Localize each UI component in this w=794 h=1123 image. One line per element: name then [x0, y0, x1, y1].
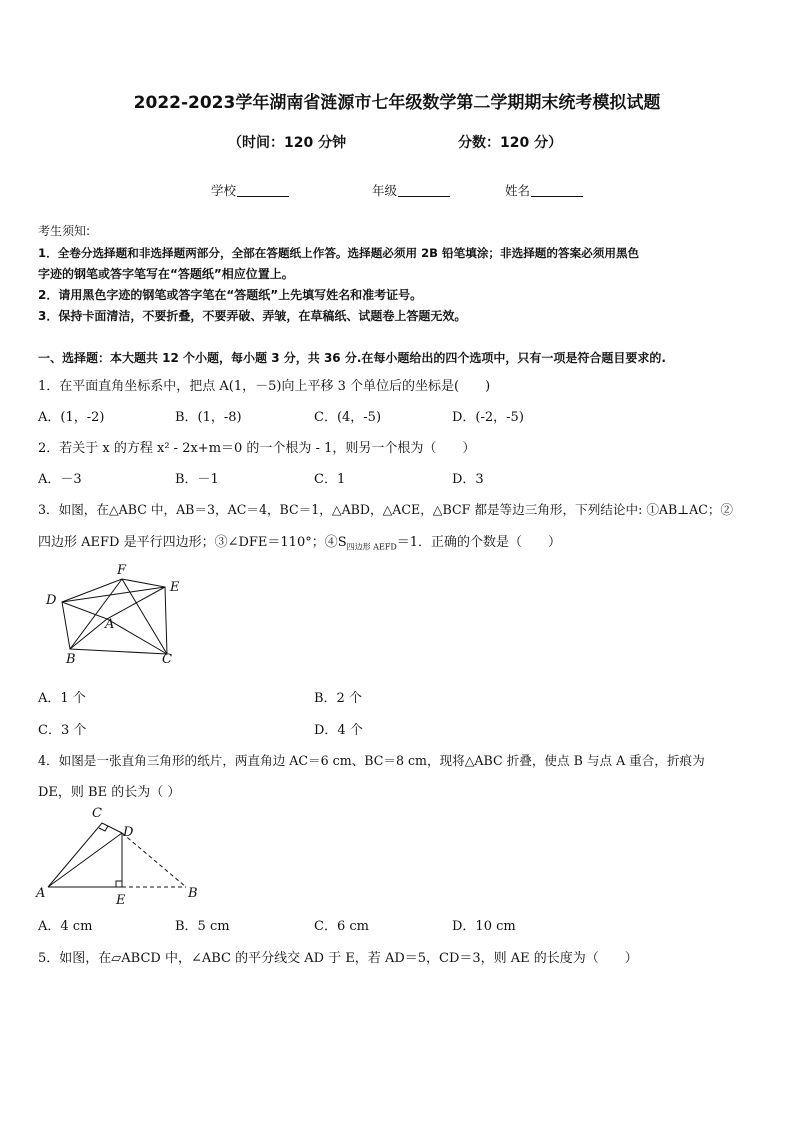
q3-segment-dae [62, 587, 165, 619]
q3-stem-line-1: 3．如图，在△ABC 中，AB＝3，AC＝4，BC＝1，△ABD，△ACE，△BCF 都是等边三角形，下列结论中: ①AB⊥AC；② [38, 502, 734, 517]
q3-option-a[interactable]: A．1 个 [38, 691, 86, 706]
q1-option-a[interactable]: A．(1，-2) [38, 410, 105, 425]
section-heading: 一、选择题：本大题共 12 个小题，每小题 3 分，共 36 分.在每小题给出的四个选项中，只有一项是符合题目要求的. [38, 351, 666, 365]
q3-stem-line-2 [38, 531, 561, 553]
q4-stem-line-2: DE，则 BE 的长为（ ） [38, 785, 181, 800]
q4-segment-ad [48, 833, 122, 887]
notice-line-1b: 字迹的钢笔或答字笔写在“答题纸”相应位置上。 [38, 267, 294, 281]
q3-label-b: B [66, 652, 76, 667]
q4-option-d[interactable]: D．10 cm [452, 919, 516, 934]
q4-option-b[interactable]: B．5 cm [175, 919, 230, 934]
q2-option-c[interactable]: C．1 [314, 472, 346, 487]
q1-option-d[interactable]: D．(-2，-5) [452, 410, 524, 425]
q1-option-c[interactable]: C．(4，-5) [314, 410, 382, 425]
q3-option-b[interactable]: B．2 个 [314, 691, 362, 706]
q1-option-b[interactable]: B．(1，-8) [175, 410, 242, 425]
q3-label-d: D [46, 593, 57, 608]
q2-option-d[interactable]: D．3 [452, 472, 484, 487]
grade-blank[interactable] [398, 184, 450, 197]
q2-option-a[interactable]: A．－3 [38, 472, 82, 487]
exam-title: 2022-2023学年湖南省涟源市七年级数学第二学期期末统考模拟试题 [133, 93, 661, 113]
q4-label-b: B [188, 886, 198, 901]
name-label: 姓名 [505, 183, 531, 198]
q2-option-b[interactable]: B．－1 [175, 472, 219, 487]
q1-stem: 1．在平面直角坐标系中，把点 A(1，－5)向上平移 3 个单位后的坐标是( ) [38, 379, 491, 394]
q4-stem-line-1: 4．如图是一张直角三角形的纸片，两直角边 AC＝6 cm、BC＝8 cm，现将△ABC 折叠，使点 B 与点 A 重合，折痕为 [38, 753, 705, 768]
q3-label-c: C [162, 652, 172, 667]
q3-label-e: E [170, 580, 180, 595]
q3-subscript: 四边形 AEFD [346, 542, 397, 552]
name-field[interactable] [505, 181, 583, 199]
exam-score: 分数：120 分） [458, 135, 563, 151]
q4-label-d: D [123, 825, 134, 840]
school-label: 学校 [211, 183, 237, 198]
grade-label: 年级 [372, 183, 398, 198]
q4-right-angle-e [116, 881, 122, 887]
q3-label-f: F [117, 563, 127, 578]
notice-heading: 考生须知: [38, 224, 91, 238]
notice-line-1a: 1．全卷分选择题和非选择题两部分，全部在答题纸上作答。选择题必须用 2B 铅笔填涂；非选择题的答案必须用黑色 [38, 246, 640, 260]
q3-option-d[interactable]: D．4 个 [314, 723, 363, 738]
q3-segment-bac [70, 619, 167, 654]
q4-label-c: C [92, 806, 102, 821]
notice-line-3: 3．保持卡面清洁，不要折叠，不要弄破、弄皱，在草稿纸、试题卷上答题无效。 [38, 309, 467, 323]
q4-label-e: E [116, 893, 126, 907]
school-blank[interactable] [237, 184, 289, 197]
exam-time: （时间：120 分钟 [228, 135, 347, 151]
q3-label-a: A [105, 617, 115, 632]
q4-right-angle-c [99, 826, 108, 831]
q2-stem: 2．若关于 x 的方程 x² - 2x+m＝0 的一个根为 - 1，则另一个根为（ ） [38, 441, 476, 456]
grade-field[interactable] [372, 181, 450, 199]
q3-figure [40, 560, 200, 670]
q5-stem: 5．如图，在▱ABCD 中，∠ABC 的平分线交 AD 于 E，若 AD＝5，CD＝3，则 AE 的长度为（ ） [38, 951, 638, 966]
q3-segment-de [62, 587, 165, 602]
q3-option-c[interactable]: C．3 个 [38, 723, 87, 738]
q4-dashed-db [122, 833, 186, 887]
q3-stem-part-b: ＝1．正确的个数是（ ） [396, 535, 562, 550]
name-blank[interactable] [531, 184, 583, 197]
q4-option-c[interactable]: C．6 cm [314, 919, 369, 934]
q4-label-a: A [36, 886, 46, 901]
q4-option-a[interactable]: A．4 cm [38, 919, 93, 934]
q3-stem-part-a: 四边形 AEFD 是平行四边形；③∠DFE＝110°；④S [38, 535, 347, 550]
notice-line-2: 2．请用黑色字迹的钢笔或答字笔在“答题纸”上先填写姓名和准考证号。 [38, 288, 423, 302]
school-field[interactable] [211, 181, 289, 199]
q4-figure [34, 802, 214, 907]
q4-segment-acd [48, 823, 122, 887]
